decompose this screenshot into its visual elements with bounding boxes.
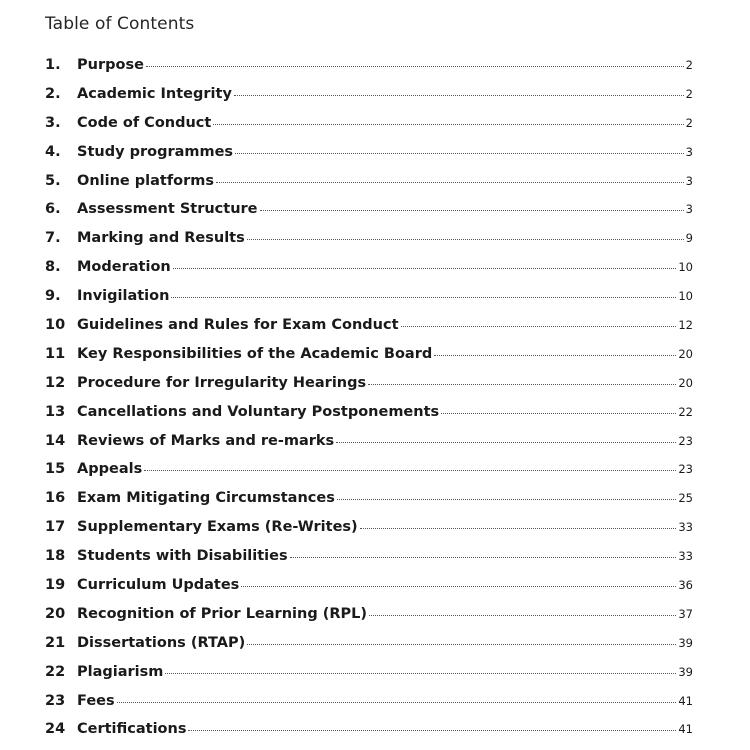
toc-entry-label[interactable]: Online platforms (77, 172, 215, 189)
toc-entry-label[interactable]: Plagiarism (77, 663, 164, 680)
toc-dot-leader (336, 442, 676, 443)
toc-entry-label[interactable]: Exam Mitigating Circumstances (77, 490, 335, 507)
toc-entry[interactable] (45, 317, 693, 346)
toc-entry[interactable] (45, 433, 693, 462)
toc-entry[interactable] (45, 346, 693, 375)
toc-entry-page-number[interactable]: 3 (685, 173, 693, 188)
toc-entry[interactable] (45, 577, 693, 606)
toc-entry-page-number[interactable]: 39 (678, 635, 693, 650)
toc-entry-number: 10 (45, 317, 66, 334)
toc-dot-leader (213, 124, 683, 125)
toc-entry[interactable] (45, 404, 693, 433)
toc-entry-page-number[interactable]: 20 (678, 346, 693, 361)
toc-entry-number: 6. (45, 201, 61, 218)
toc-entry-page-number[interactable]: 12 (678, 318, 693, 333)
toc-dot-leader (188, 730, 676, 731)
toc-dot-leader (117, 702, 677, 703)
toc-entry-number: 16 (45, 490, 66, 507)
toc-dot-leader (260, 210, 684, 211)
toc-entry-number: 7. (45, 230, 61, 247)
toc-dot-leader (173, 268, 677, 269)
toc-entry-label[interactable]: Invigilation (77, 288, 170, 305)
toc-entry[interactable] (45, 490, 693, 519)
toc-dot-leader (144, 470, 676, 471)
toc-list (45, 57, 693, 750)
toc-entry[interactable] (45, 259, 693, 288)
toc-entry-page-number[interactable]: 20 (678, 375, 693, 390)
toc-entry-label[interactable]: Curriculum Updates (77, 577, 240, 594)
toc-entry-page-number[interactable]: 25 (678, 491, 693, 506)
toc-entry-label[interactable]: Moderation (77, 259, 171, 276)
toc-entry-page-number[interactable]: 41 (678, 693, 693, 708)
toc-entry-label[interactable]: Purpose (77, 57, 144, 73)
toc-dot-leader (247, 644, 676, 645)
toc-entry-number: 22 (45, 663, 66, 680)
toc-dot-leader (441, 413, 676, 414)
toc-entry-number: 15 (45, 461, 66, 478)
toc-dot-leader (434, 355, 676, 356)
toc-entry-label[interactable]: Certifications (77, 721, 187, 738)
toc-entry-label[interactable]: Cancellations and Voluntary Postponements (77, 403, 440, 420)
toc-entry[interactable] (45, 519, 693, 548)
toc-entry-label[interactable]: Students with Disabilities (77, 548, 288, 565)
toc-entry-number: 9. (45, 288, 61, 305)
toc-entry-label[interactable]: Key Responsibilities of the Academic Board (77, 345, 433, 362)
toc-entry-label[interactable]: Reviews of Marks and re-marks (77, 432, 335, 449)
toc-dot-leader (216, 182, 684, 183)
toc-entry-number: 1. (45, 57, 61, 73)
toc-entry-page-number[interactable]: 9 (685, 231, 693, 246)
toc-entry[interactable] (45, 548, 693, 577)
toc-dot-leader (171, 297, 676, 298)
toc-entry-page-number[interactable]: 33 (678, 520, 693, 535)
toc-entry[interactable] (45, 693, 693, 722)
toc-entry-number: 19 (45, 577, 66, 594)
toc-entry-number: 4. (45, 143, 61, 160)
toc-entry[interactable] (45, 721, 693, 750)
toc-dot-leader (360, 528, 677, 529)
toc-dot-leader (401, 326, 677, 327)
toc-dot-leader (369, 615, 676, 616)
toc-dot-leader (247, 239, 684, 240)
toc-entry-page-number[interactable]: 37 (678, 606, 693, 621)
toc-entry-label[interactable]: Dissertations (RTAP) (77, 634, 246, 651)
toc-entry-page-number[interactable]: 10 (678, 289, 693, 304)
toc-entry[interactable] (45, 288, 693, 317)
toc-entry-page-number[interactable]: 2 (685, 86, 693, 101)
toc-entry-page-number[interactable]: 2 (685, 115, 693, 130)
toc-entry-number: 3. (45, 114, 61, 131)
toc-dot-leader (165, 673, 676, 674)
toc-entry-page-number[interactable]: 10 (678, 260, 693, 275)
toc-entry-number: 20 (45, 605, 66, 622)
toc-entry[interactable] (45, 57, 693, 86)
toc-entry-label[interactable]: Study programmes (77, 143, 234, 160)
toc-entry[interactable] (45, 173, 693, 202)
toc-entry-label[interactable]: Procedure for Irregularity Hearings (77, 374, 367, 391)
toc-entry-number: 8. (45, 259, 61, 276)
toc-entry[interactable] (45, 201, 693, 230)
toc-dot-leader (241, 586, 676, 587)
toc-entry-page-number[interactable]: 41 (678, 722, 693, 737)
toc-entry-number: 5. (45, 172, 61, 189)
toc-entry-label[interactable]: Code of Conduct (77, 114, 212, 131)
toc-entry-label[interactable]: Recognition of Prior Learning (RPL) (77, 605, 368, 622)
toc-entry[interactable] (45, 86, 693, 115)
toc-entry-number: 14 (45, 432, 66, 449)
toc-entry-page-number[interactable]: 36 (678, 578, 693, 593)
toc-dot-leader (235, 153, 684, 154)
toc-entry-page-number[interactable]: 33 (678, 549, 693, 564)
toc-entry[interactable] (45, 230, 693, 259)
toc-dot-leader (368, 384, 676, 385)
toc-dot-leader (234, 95, 684, 96)
toc-entry[interactable] (45, 606, 693, 635)
toc-dot-leader (290, 557, 677, 558)
toc-entry-label[interactable]: Guidelines and Rules for Exam Conduct (77, 317, 399, 334)
toc-entry-page-number[interactable]: 39 (678, 664, 693, 679)
toc-entry-number: 13 (45, 403, 66, 420)
toc-entry-label[interactable]: Assessment Structure (77, 201, 258, 218)
toc-entry-label[interactable]: Appeals (77, 461, 143, 478)
toc-entry[interactable] (45, 635, 693, 664)
toc-entry-page-number[interactable]: 3 (685, 202, 693, 217)
toc-entry-label[interactable]: Supplementary Exams (Re-Writes) (77, 519, 358, 536)
toc-entry[interactable] (45, 664, 693, 693)
toc-dot-leader (337, 499, 677, 500)
toc-entry-label[interactable]: Academic Integrity (77, 85, 232, 102)
toc-entry-page-number[interactable]: 22 (678, 404, 693, 419)
toc-entry-page-number[interactable]: 23 (678, 433, 693, 448)
toc-entry-page-number[interactable]: 3 (685, 144, 693, 159)
toc-entry[interactable] (45, 375, 693, 404)
toc-entry-number: 11 (45, 345, 66, 362)
toc-entry-number: 24 (45, 721, 66, 738)
toc-entry-number: 23 (45, 692, 66, 709)
toc-entry-page-number[interactable]: 23 (678, 462, 693, 477)
toc-entry[interactable] (45, 115, 693, 144)
toc-entry-page-number[interactable]: 2 (685, 58, 693, 72)
toc-entry-number: 17 (45, 519, 66, 536)
toc-entry-label[interactable]: Marking and Results (77, 230, 245, 247)
toc-entry[interactable] (45, 461, 693, 490)
toc-entry-number: 12 (45, 374, 66, 391)
toc-entry-number: 2. (45, 85, 61, 102)
toc-title: Table of Contents (45, 14, 195, 34)
toc-entry[interactable] (45, 144, 693, 173)
toc-entry-label[interactable]: Fees (77, 692, 115, 709)
toc-entry-number: 18 (45, 548, 66, 565)
toc-entry-number: 21 (45, 634, 66, 651)
toc-dot-leader (146, 66, 684, 67)
